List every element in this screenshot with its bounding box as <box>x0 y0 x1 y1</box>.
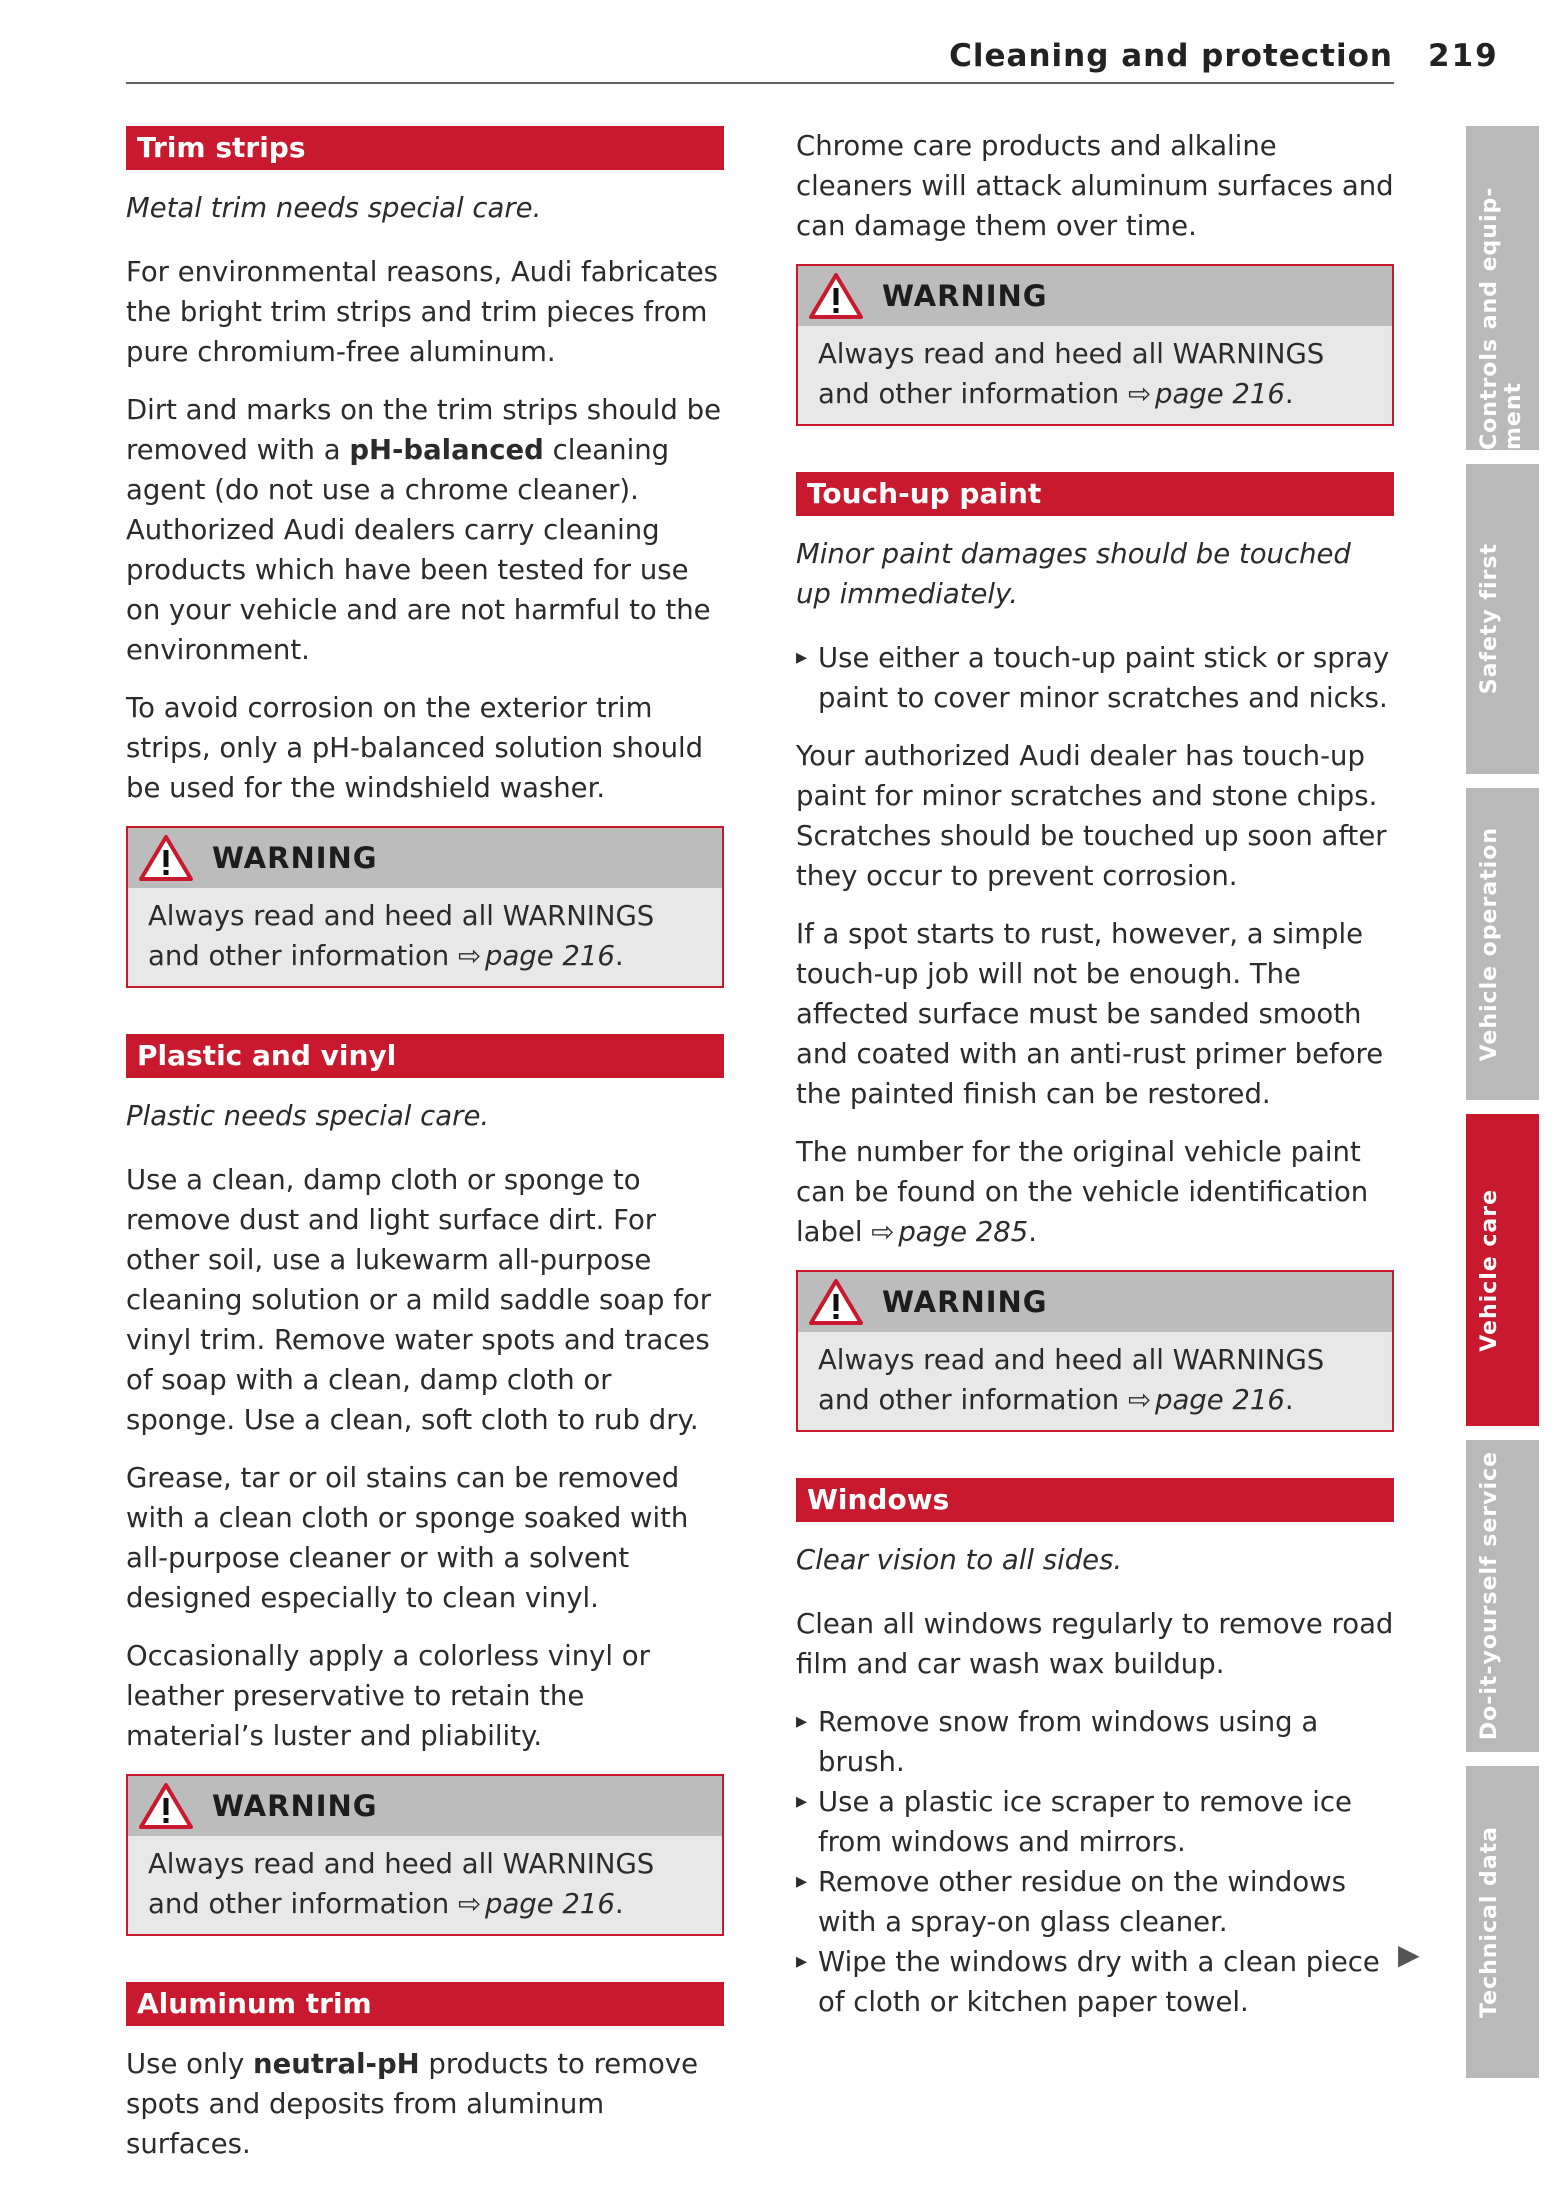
section-heading-plastic-vinyl: Plastic and vinyl <box>126 1034 724 1078</box>
plastic-intro: Plastic needs special care. <box>126 1100 490 1132</box>
touchup-paragraph-1: Your authorized Audi dealer has touch-up paint for minor scratches and stone chips. Scratches should be touched up soon after they occur to prevent corrosion. <box>796 740 1387 892</box>
list-item: ▸ Remove other residue on the windows with a spray-on glass cleaner. <box>796 1862 1394 1942</box>
page-number: 219 <box>1428 38 1499 74</box>
page-reference-link[interactable]: page 285 <box>898 1216 1029 1248</box>
warning-triangle-icon <box>138 1782 194 1830</box>
page-reference-link[interactable]: page 216 <box>1155 378 1285 410</box>
chrome-paragraph: Chrome care products and alkaline cleaners will attack aluminum surfaces and can damage them over time. <box>796 130 1394 242</box>
touchup-intro: Minor paint damages should be touched up immediately. <box>796 538 1351 610</box>
tab-do-it-yourself-service[interactable] <box>1466 1440 1539 1752</box>
warning-header <box>128 1776 722 1836</box>
plastic-paragraph-1: Use a clean, damp cloth or sponge to remove dust and light surface dirt. For other soil, use a lukewarm all-purpose cleaning solution or a mild saddle soap for vinyl trim. Remove water spots and traces of soap with a clean, damp cloth or sponge. Use a clean, soft cloth to rub dry. <box>126 1164 712 1436</box>
section-heading-trim-strips: Trim strips <box>126 126 724 170</box>
tab-label: Safety first <box>1476 543 1502 695</box>
warning-header <box>798 1272 1392 1332</box>
warning-triangle-icon <box>808 272 864 320</box>
warning-text: Always read and heed all WARNINGS and other information ⇨ page 216. <box>798 1332 1392 1430</box>
warning-text: Always read and heed all WARNINGS and other information ⇨ page 216. <box>128 1836 722 1934</box>
windows-paragraph-1: Clean all windows regularly to remove road film and car wash wax buildup. <box>796 1608 1394 1680</box>
warning-title: WARNING <box>212 841 378 875</box>
warning-triangle-icon <box>138 834 194 882</box>
warning-box <box>796 264 1394 426</box>
section-heading-windows: Windows <box>796 1478 1394 1522</box>
page-reference-arrow-icon: ⇨ <box>457 1888 481 1920</box>
windows-bullet-list <box>796 1702 1394 2022</box>
page-reference-arrow-icon: ⇨ <box>1127 378 1151 410</box>
warning-triangle-icon <box>808 1278 864 1326</box>
list-item: ▸ Use either a touch-up paint stick or spray paint to cover minor scratches and nicks. <box>796 638 1394 718</box>
tab-technical-data[interactable] <box>1466 1766 1539 2078</box>
tab-vehicle-care[interactable] <box>1466 1114 1539 1426</box>
list-item: ▸ Remove snow from windows using a brush. <box>796 1702 1394 1782</box>
tab-controls-and-equipment[interactable] <box>1466 126 1539 450</box>
warning-text: Always read and heed all WARNINGS and other information ⇨ page 216. <box>128 888 722 986</box>
warning-header <box>128 828 722 888</box>
neutral-ph-emphasis: neutral-pH <box>253 2048 420 2080</box>
trim-paragraph-2: Dirt and marks on the trim strips should be removed with a pH-balanced cleaning agent (do not use a chrome cleaner). Authorized Audi dealers carry cleaning products which have been tested for use on your vehicle and are not harmful to the environment. <box>126 394 721 666</box>
tab-label: Controls and equip-ment <box>1476 186 1526 450</box>
warning-text: Always read and heed all WARNINGS and other information ⇨ page 216. <box>798 326 1392 424</box>
aluminum-paragraph: Use only neutral-pH products to remove spots and deposits from aluminum surfaces. <box>126 2048 699 2160</box>
section-heading-touch-up-paint: Touch-up paint <box>796 472 1394 516</box>
trim-paragraph-3: To avoid corrosion on the exterior trim strips, only a pH-balanced solution should be used for the windshield washer. <box>126 692 704 804</box>
list-item: ▸ Use a plastic ice scraper to remove ice from windows and mirrors. <box>796 1782 1394 1862</box>
section-heading-aluminum-trim: Aluminum trim <box>126 1982 724 2026</box>
touchup-bullet-list <box>796 638 1394 718</box>
windows-intro: Clear vision to all sides. <box>796 1544 1123 1576</box>
tab-label: Vehicle operation <box>1476 826 1502 1062</box>
tab-label: Do-it-yourself service <box>1476 1451 1502 1741</box>
left-column <box>126 126 724 2182</box>
plastic-paragraph-3: Occasionally apply a colorless vinyl or leather preservative to retain the material’s luster and pliability. <box>126 1640 650 1752</box>
page-reference-arrow-icon: ⇨ <box>1127 1384 1151 1416</box>
tab-safety-first[interactable] <box>1466 464 1539 774</box>
right-column <box>796 126 1394 2040</box>
trim-paragraph-1: For environmental reasons, Audi fabricates the bright trim strips and trim pieces from pure chromium-free aluminum. <box>126 256 718 368</box>
plastic-paragraph-2: Grease, tar or oil stains can be removed with a clean cloth or sponge soaked with all-purpose cleaner or with a solvent designed especially to clean vinyl. <box>126 1462 689 1614</box>
warning-header <box>798 266 1392 326</box>
header-rule <box>126 82 1394 84</box>
page-reference-link[interactable]: page 216 <box>1155 1384 1285 1416</box>
page-reference-arrow-icon: ⇨ <box>871 1216 895 1248</box>
touchup-paragraph-3: The number for the original vehicle paint can be found on the vehicle identification label ⇨ page 285. <box>796 1136 1369 1248</box>
trim-intro: Metal trim needs special care. <box>126 192 542 224</box>
tab-label: Vehicle care <box>1476 1188 1502 1352</box>
ph-balanced-emphasis: pH-balanced <box>349 434 544 466</box>
warning-title: WARNING <box>212 1789 378 1823</box>
running-header-title: Cleaning and protection <box>949 38 1393 74</box>
warning-box <box>126 826 724 988</box>
warning-box <box>126 1774 724 1936</box>
page-reference-link[interactable]: page 216 <box>485 940 615 972</box>
touchup-paragraph-2: If a spot starts to rust, however, a simple touch-up job will not be enough. The affected surface must be sanded smooth and coated with an anti-rust primer before the painted finish can be restored. <box>796 918 1384 1110</box>
list-item: ▸ Wipe the windows dry with a clean piece of cloth or kitchen paper towel. <box>796 1942 1394 2022</box>
continue-arrow-icon: ▶ <box>1398 1938 1420 1971</box>
page-reference-link[interactable]: page 216 <box>485 1888 615 1920</box>
tab-vehicle-operation[interactable] <box>1466 788 1539 1100</box>
tab-label: Technical data <box>1476 1826 1502 2018</box>
warning-title: WARNING <box>882 1285 1048 1319</box>
page-reference-arrow-icon: ⇨ <box>457 940 481 972</box>
warning-box <box>796 1270 1394 1432</box>
warning-title: WARNING <box>882 279 1048 313</box>
